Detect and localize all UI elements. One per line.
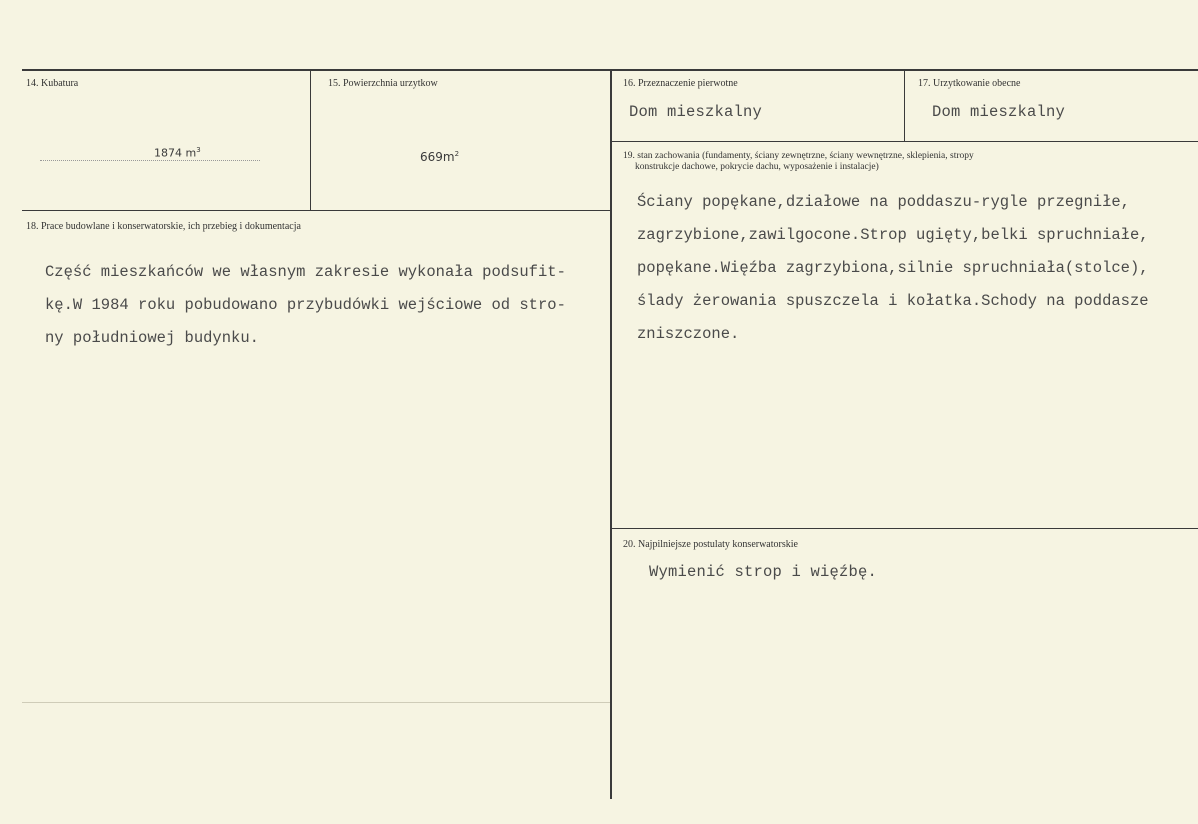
- horizontal-divider-19-20: [612, 528, 1198, 529]
- horizontal-divider-left: [22, 210, 610, 211]
- text-line: kę.W 1984 roku pobudowano przybudówki wejściowe od stro-: [45, 296, 566, 314]
- value-uzytkowanie-obecne: Dom mieszkalny: [932, 103, 1066, 121]
- value-powierzchnia-unit: m: [442, 150, 455, 164]
- label-stan-zachowania: [623, 151, 974, 173]
- label-kubatura: 14. Kubatura: [26, 78, 79, 89]
- value-przeznaczenie-pierwotne: Dom mieszkalny: [629, 103, 763, 121]
- label-przeznaczenie-pierwotne: 16. Przeznaczenie pierwotne: [623, 78, 738, 89]
- vertical-divider-16-17: [904, 71, 905, 141]
- horizontal-divider-16-19: [612, 141, 1198, 142]
- value-kubatura-unit-sup: 3: [196, 146, 201, 154]
- text-line: ślady żerowania spuszczela i kołatka.Schody na poddasze: [637, 292, 1149, 310]
- label-uzytkowanie-obecne: 17. Urzytkowanie obecne: [918, 78, 1021, 89]
- label-prace-budowlane: 18. Prace budowlane i konserwatorskie, ich przebieg i dokumentacja: [26, 221, 301, 232]
- value-kubatura-unit: m: [185, 146, 197, 160]
- value-powierzchnia-unit-sup: 2: [454, 150, 460, 158]
- label-stan-zachowania-line1: 19. stan zachowania (fundamenty, ściany zewnętrzne, ściany wewnętrzne, sklepienia, stropy: [623, 151, 974, 161]
- text-stan-zachowania: [637, 186, 1149, 351]
- label-stan-zachowania-line2: konstrukcje dachowe, pokrycie dachu, wyposażenie i instalacje): [635, 162, 879, 172]
- text-line: popękane.Więźba zagrzybiona,silnie spruchniała(stolce),: [637, 259, 1149, 277]
- text-line: Ściany popękane,działowe na poddaszu-rygle przegniłe,: [637, 193, 1130, 211]
- vertical-divider-main: [610, 69, 612, 799]
- dotted-line-kubatura: [40, 160, 260, 161]
- value-kubatura: [154, 146, 201, 160]
- text-line: Część mieszkańców we własnym zakresie wykonała podsufit-: [45, 263, 566, 281]
- text-line: zniszczone.: [637, 325, 740, 343]
- value-powierzchnia: [420, 150, 459, 164]
- label-powierzchnia: 15. Powierzchnia urzytkow: [328, 78, 438, 89]
- text-prace-budowlane: [45, 256, 566, 355]
- bottom-faint-line: [22, 702, 610, 703]
- label-postulaty: 20. Najpilniejsze postulaty konserwatorskie: [623, 539, 798, 550]
- text-line: zagrzybione,zawilgocone.Strop ugięty,belki spruchniałe,: [637, 226, 1149, 244]
- value-kubatura-number: 1874: [154, 146, 182, 160]
- text-line: ny południowej budynku.: [45, 329, 259, 347]
- value-postulaty: Wymienić strop i więźbę.: [649, 563, 878, 581]
- value-powierzchnia-number: 669: [420, 150, 443, 164]
- vertical-divider-14-15: [310, 71, 311, 211]
